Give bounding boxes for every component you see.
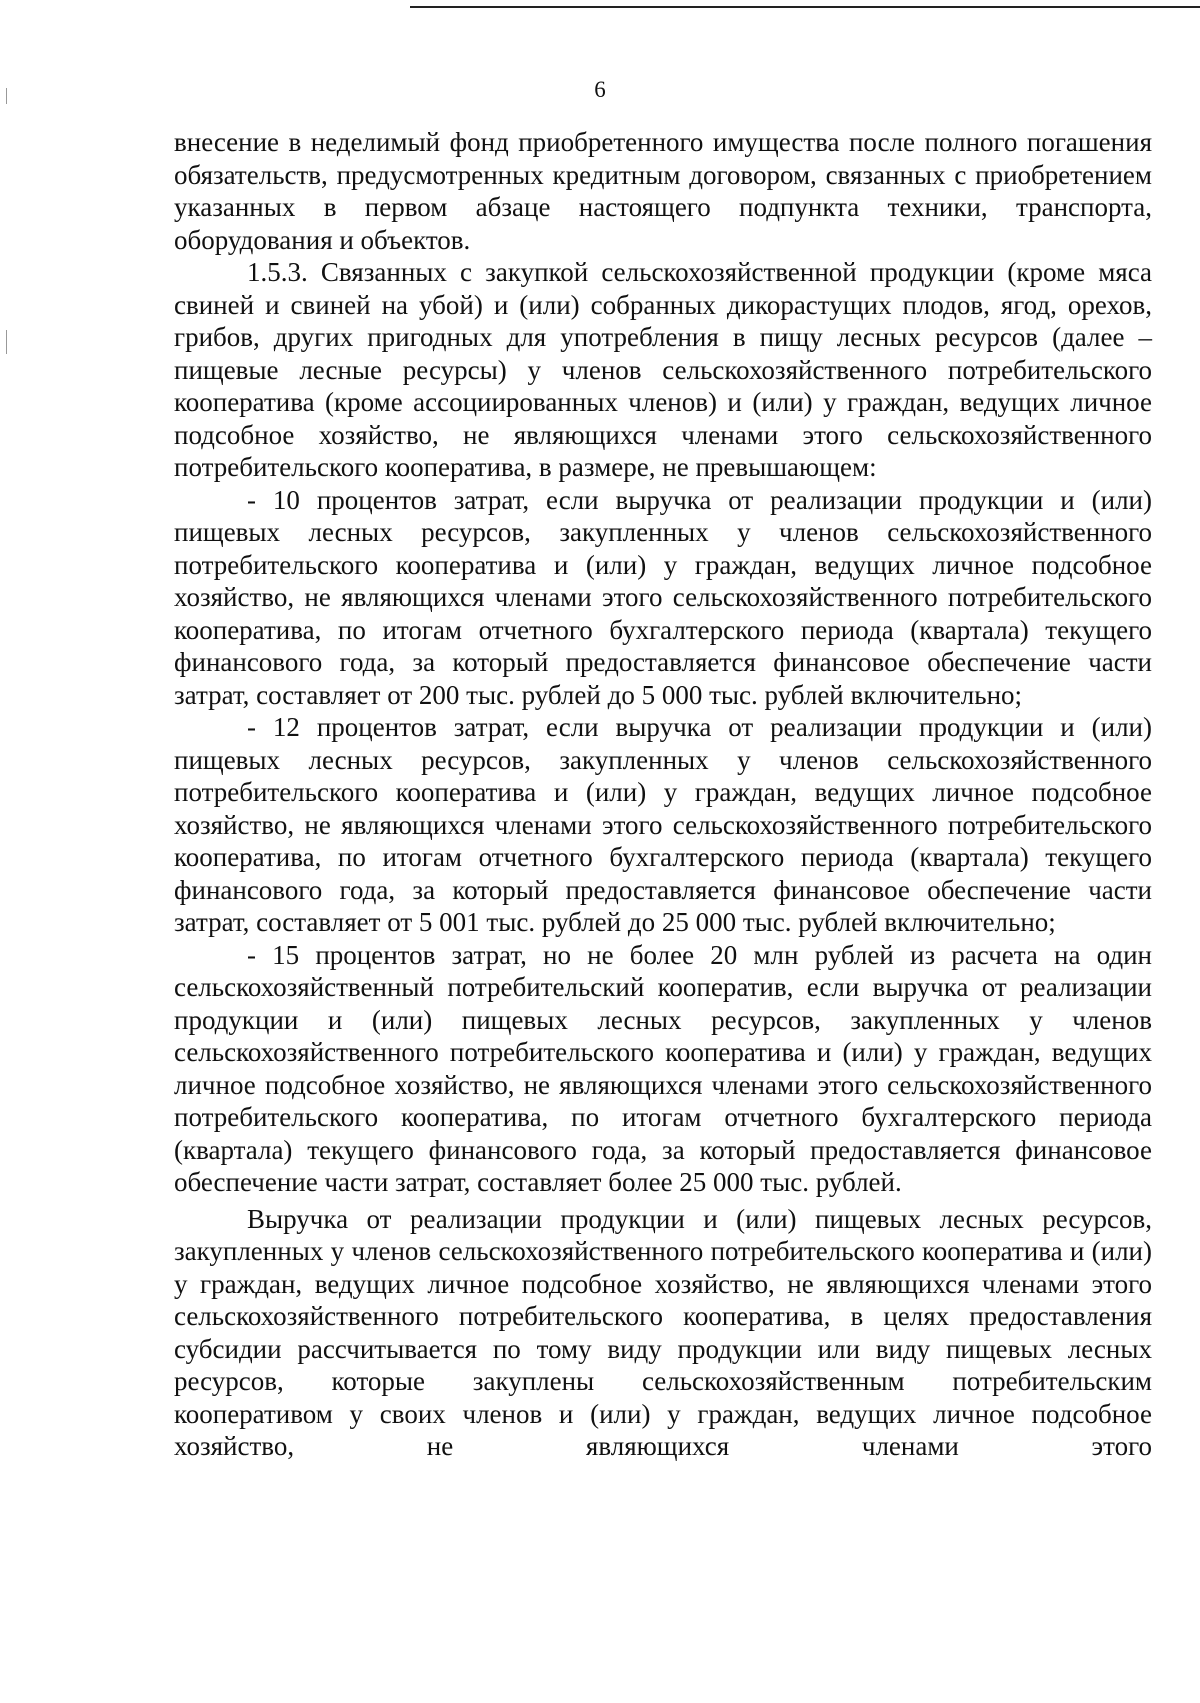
paragraph-revenue-calculation: Выручка от реализации продукции и (или) пищевых лесных ресурсов, закупленных у членов сельскохозяйственного потребительского кооператива и (или) у граждан, ведущих личное подсобное хозяйство, не являющихся членами этого сельскохозяйственного потребительского кооператива, в целях предоставления субсидии рассчитывается по тому виду продукции или виду пищевых лесных ресурсов, которые закуплены сельскохозяйственным потребительским кооперативом у своих членов и (или) у граждан, ведущих личное подсобное хозяйство, не являющихся членами этого bbox=[174, 1203, 1152, 1461]
paragraph-rate-15-percent: - 15 процентов затрат, но не более 20 млн рублей из расчета на один сельскохозяйственный потребительский кооператив, если выручка от реализации продукции и (или) пищевых лесных ресурсов, закупленных у членов сельскохозяйственного потребительского кооператива и (или) у граждан, ведущих личное подсобное хозяйство, не являющихся членами этого сельскохозяйственного потребительского кооператива, по итогам отчетного бухгалтерского периода (квартала) текущего финансового года, за который предоставляется финансовое обеспечение части затрат, составляет более 25 000 тыс. рублей. bbox=[174, 939, 1152, 1197]
paragraph-clause-1-5-3: 1.5.3. Связанных с закупкой сельскохозяйственной продукции (кроме мяса свиней и свиней на убой) и (или) собранных дикорастущих плодов, ягод, орехов, грибов, других пригодных для употребления в пищу лесных ресурсов (далее – пищевые лесные ресурсы) у членов сельскохозяйственного потребительского кооператива (кроме ассоциированных членов) и (или) у граждан, ведущих личное подсобное хозяйство, не являющихся членами этого сельскохозяйственного потребительского кооператива, в размере, не превышающем: bbox=[174, 257, 1152, 482]
page-number: 6 bbox=[594, 77, 606, 102]
top-border-line bbox=[410, 6, 1200, 8]
paragraph-rate-10-percent: - 10 процентов затрат, если выручка от реализации продукции и (или) пищевых лесных ресурсов, закупленных у членов сельскохозяйственного потребительского кооператива и (или) у граждан, ведущих личное подсобное хозяйство, не являющихся членами этого сельскохозяйственного потребительского кооператива, по итогам отчетного бухгалтерского периода (квартала) текущего финансового года, за который предоставляется финансовое обеспечение части затрат, составляет от 200 тыс. рублей до 5 000 тыс. рублей включительно; bbox=[174, 484, 1152, 710]
paragraph-rate-12-percent: - 12 процентов затрат, если выручка от реализации продукции и (или) пищевых лесных ресурсов, закупленных у членов сельскохозяйственного потребительского кооператива и (или) у граждан, ведущих личное подсобное хозяйство, не являющихся членами этого сельскохозяйственного потребительского кооператива, по итогам отчетного бухгалтерского периода (квартала) текущего финансового года, за который предоставляется финансовое обеспечение части затрат, составляет от 5 001 тыс. рублей до 25 000 тыс. рублей включительно; bbox=[174, 712, 1152, 937]
paragraph-continuation: внесение в неделимый фонд приобретенного имущества после полного погашения обязательств, предусмотренных кредитным договором, связанных с приобретением указанных в первом абзаце настоящего подпункта техники, транспорта, оборудования и объектов. bbox=[174, 127, 1152, 255]
scan-margin-mark bbox=[6, 330, 7, 354]
document-body bbox=[174, 126, 1152, 1463]
